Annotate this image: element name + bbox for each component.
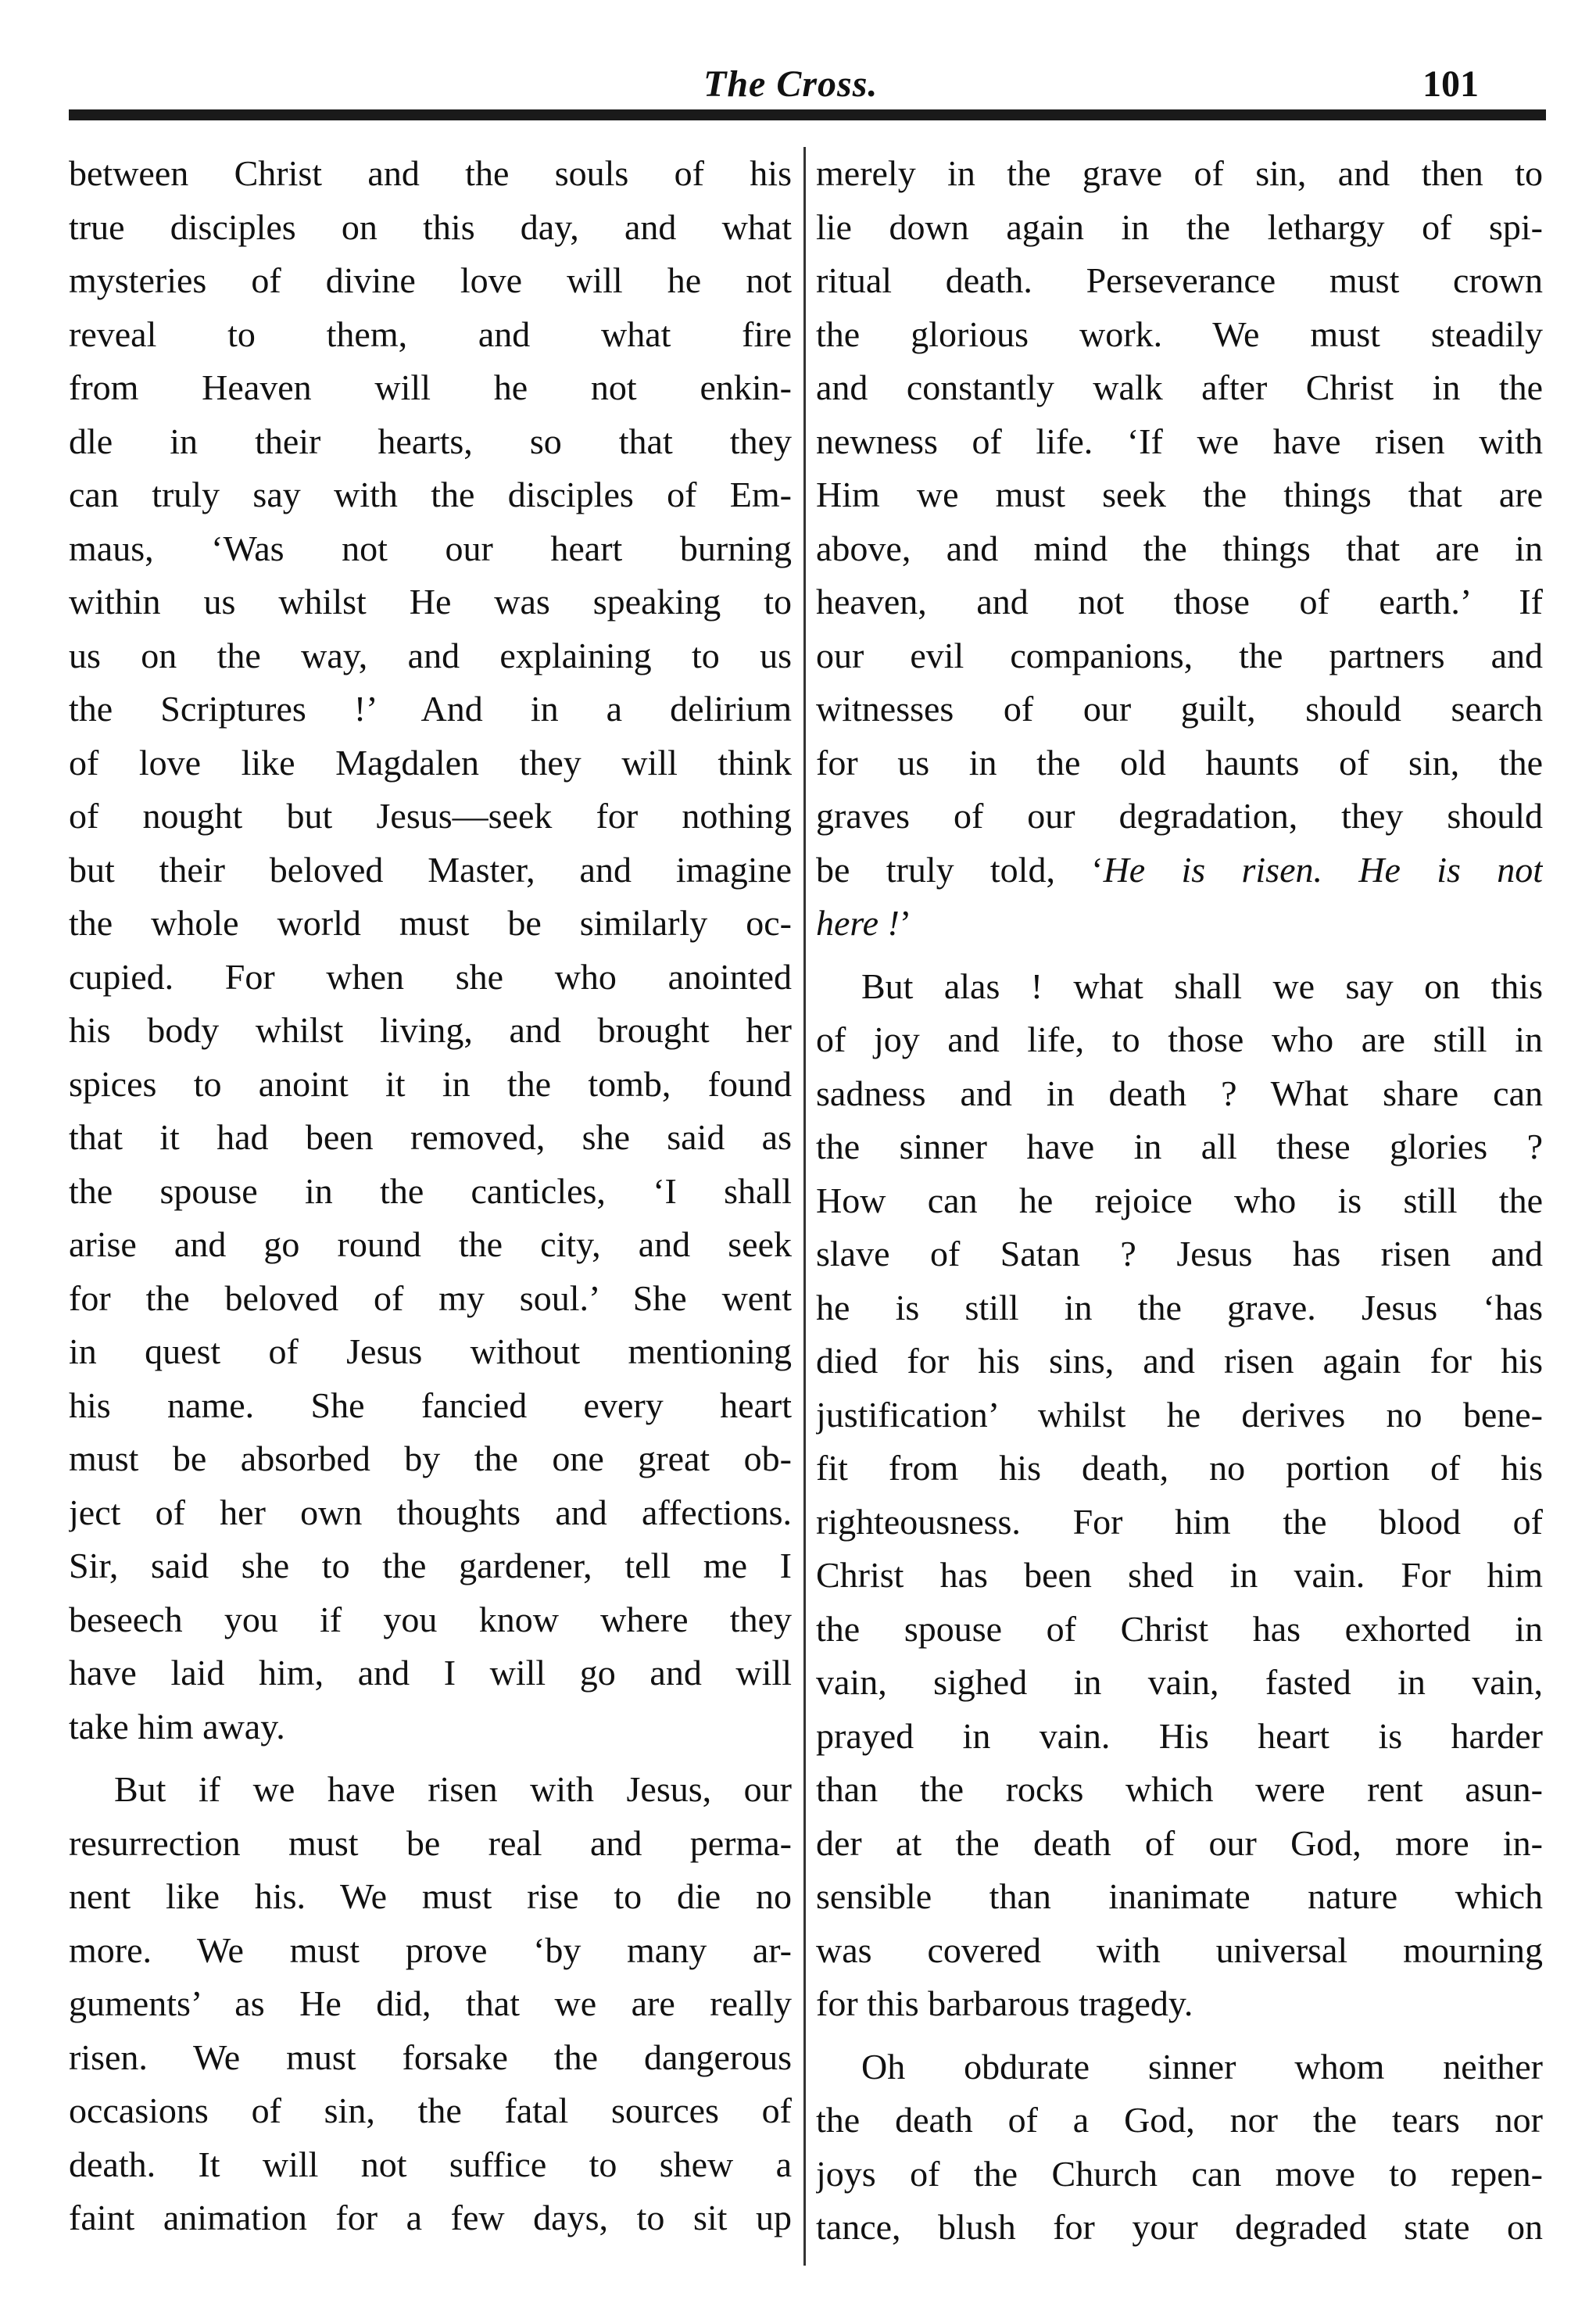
text-line: lie down again in the lethargy of spi- bbox=[816, 206, 1543, 247]
text-line: the sinner have in all these glories ? bbox=[816, 1127, 1543, 1166]
paragraph-gap bbox=[69, 1754, 792, 1763]
running-title: The Cross. bbox=[703, 63, 879, 105]
text-line: from Heaven will he not enkin- bbox=[69, 367, 792, 407]
text-line: take him away. bbox=[69, 1706, 285, 1746]
text-line: the spouse of Christ has exhorted in bbox=[816, 1608, 1543, 1649]
text-line bbox=[816, 844, 1543, 897]
column-divider bbox=[803, 147, 806, 2266]
paragraph-gap bbox=[816, 951, 1543, 960]
paragraph bbox=[816, 2040, 1543, 2255]
text-line: Oh obdurate sinner whom neither bbox=[861, 2046, 1543, 2087]
text-line bbox=[816, 897, 1543, 951]
text-line: ritual death. Perseverance must crown bbox=[816, 260, 1543, 300]
text-line: prayed in vain. His heart is harder bbox=[816, 1715, 1543, 1756]
text-line: resurrection must be real and perma- bbox=[69, 1822, 792, 1863]
text-line: of joy and life, to those who are still in bbox=[816, 1019, 1543, 1059]
text-line: in quest of Jesus without mentioning bbox=[69, 1331, 792, 1371]
text-line: faint animation for a few days, to sit up bbox=[69, 2198, 792, 2237]
page-number: 101 bbox=[1422, 63, 1479, 105]
text-line: graves of our degradation, they should bbox=[816, 796, 1543, 836]
left-column bbox=[69, 147, 792, 2245]
text-line: But if we have risen with Jesus, our bbox=[114, 1769, 792, 1809]
text-line: Him we must seek the things that are bbox=[816, 475, 1543, 514]
italic-text-run: He is risen. He is not bbox=[1103, 849, 1543, 890]
text-line: guments’ as He did, that we are really bbox=[69, 1983, 792, 2023]
text-line: our evil companions, the partners and bbox=[816, 635, 1543, 675]
text-line: was covered with universal mourning bbox=[816, 1929, 1543, 1970]
text-line: the whole world must be similarly oc- bbox=[69, 903, 792, 943]
text-line: for this barbarous tragedy. bbox=[816, 1983, 1193, 2023]
text-line: arise and go round the city, and seek bbox=[69, 1224, 792, 1264]
text-line: of love like Magdalen they will think bbox=[69, 742, 792, 783]
text-line: justification’ whilst he derives no bene- bbox=[816, 1394, 1543, 1435]
text-line: must be absorbed by the one great ob- bbox=[69, 1438, 792, 1478]
text-line: merely in the grave of sin, and then to bbox=[816, 153, 1543, 193]
text-line: newness of life. ‘If we have risen with bbox=[816, 421, 1543, 461]
text-line: Christ has been shed in vain. For him bbox=[816, 1555, 1543, 1595]
text-line: between Christ and the souls of his bbox=[69, 153, 792, 193]
text-line: vain, sighed in vain, fasted in vain, bbox=[816, 1662, 1543, 1702]
paragraph bbox=[69, 1763, 792, 2245]
text-line: above, and mind the things that are in bbox=[816, 528, 1543, 568]
text-line: righteousness. For him the blood of bbox=[816, 1501, 1543, 1542]
text-line: died for his sins, and risen again for his bbox=[816, 1341, 1543, 1381]
text-line: maus, ‘Was not our heart burning bbox=[69, 528, 792, 568]
text-line: true disciples on this day, and what bbox=[69, 206, 792, 247]
text-run: ’ bbox=[899, 903, 912, 943]
text-line: occasions of sin, the fatal sources of bbox=[69, 2090, 792, 2130]
text-line: mysteries of divine love will he not bbox=[69, 260, 792, 300]
text-line: the death of a God, nor the tears nor bbox=[816, 2100, 1543, 2140]
header-rule bbox=[69, 109, 1546, 120]
text-run: be truly told, ‘ bbox=[816, 849, 1104, 890]
text-line: us on the way, and explaining to us bbox=[69, 635, 792, 675]
text-line: tance, blush for your degraded state on bbox=[816, 2207, 1543, 2247]
text-line: dle in their hearts, so that they bbox=[69, 421, 792, 461]
text-line: nent like his. We must rise to die no bbox=[69, 1876, 792, 1916]
text-line: than the rocks which were rent asun- bbox=[816, 1769, 1543, 1809]
text-line: Sir, said she to the gardener, tell me I bbox=[69, 1546, 792, 1585]
text-line: have laid him, and I will go and will bbox=[69, 1653, 792, 1693]
text-line: death. It will not suffice to shew a bbox=[69, 2144, 792, 2184]
text-line: for us in the old haunts of sin, the bbox=[816, 742, 1543, 783]
text-line: can truly say with the disciples of Em- bbox=[69, 475, 792, 514]
text-line: he is still in the grave. Jesus ‘has bbox=[816, 1287, 1543, 1327]
text-line: spices to anoint it in the tomb, found bbox=[69, 1063, 792, 1104]
text-line: der at the death of our God, more in- bbox=[816, 1822, 1543, 1863]
text-line: ject of her own thoughts and affections. bbox=[69, 1492, 792, 1532]
text-line: sadness and in death ? What share can bbox=[816, 1073, 1543, 1113]
text-line: of nought but Jesus—seek for nothing bbox=[69, 796, 792, 836]
text-line: within us whilst He was speaking to bbox=[69, 582, 792, 622]
text-line: risen. We must forsake the dangerous bbox=[69, 2037, 792, 2077]
paragraph bbox=[816, 960, 1543, 2031]
paragraph bbox=[69, 147, 792, 1754]
italic-text-run: here ! bbox=[816, 903, 900, 943]
text-line: joys of the Church can move to repen- bbox=[816, 2153, 1543, 2194]
text-line: fit from his death, no portion of his bbox=[816, 1448, 1543, 1488]
text-line: his body whilst living, and brought her bbox=[69, 1010, 792, 1050]
text-line: that it had been removed, she said as bbox=[69, 1117, 792, 1157]
text-line: the spouse in the canticles, ‘I shall bbox=[69, 1170, 792, 1211]
text-line: and constantly walk after Christ in the bbox=[816, 367, 1543, 407]
text-line: beseech you if you know where they bbox=[69, 1599, 792, 1639]
text-line: slave of Satan ? Jesus has risen and bbox=[816, 1234, 1543, 1274]
text-line: cupied. For when she who anointed bbox=[69, 956, 792, 997]
text-line: his name. She fancied every heart bbox=[69, 1385, 792, 1425]
text-line: witnesses of our guilt, should search bbox=[816, 689, 1543, 729]
text-line: the Scriptures !’ And in a delirium bbox=[69, 689, 792, 729]
text-line: heaven, and not those of earth.’ If bbox=[816, 582, 1543, 622]
paragraph bbox=[816, 147, 1543, 951]
text-line: the glorious work. We must steadily bbox=[816, 313, 1543, 354]
text-line: but their beloved Master, and imagine bbox=[69, 849, 792, 890]
text-line: more. We must prove ‘by many ar- bbox=[69, 1929, 792, 1970]
text-line: But alas ! what shall we say on this bbox=[861, 965, 1543, 1006]
text-line: How can he rejoice who is still the bbox=[816, 1180, 1543, 1220]
right-column bbox=[816, 147, 1543, 2255]
text-line: sensible than inanimate nature which bbox=[816, 1876, 1543, 1916]
text-line: for the beloved of my soul.’ She went bbox=[69, 1277, 792, 1318]
text-line: reveal to them, and what fire bbox=[69, 313, 792, 354]
paragraph-gap bbox=[816, 2031, 1543, 2040]
